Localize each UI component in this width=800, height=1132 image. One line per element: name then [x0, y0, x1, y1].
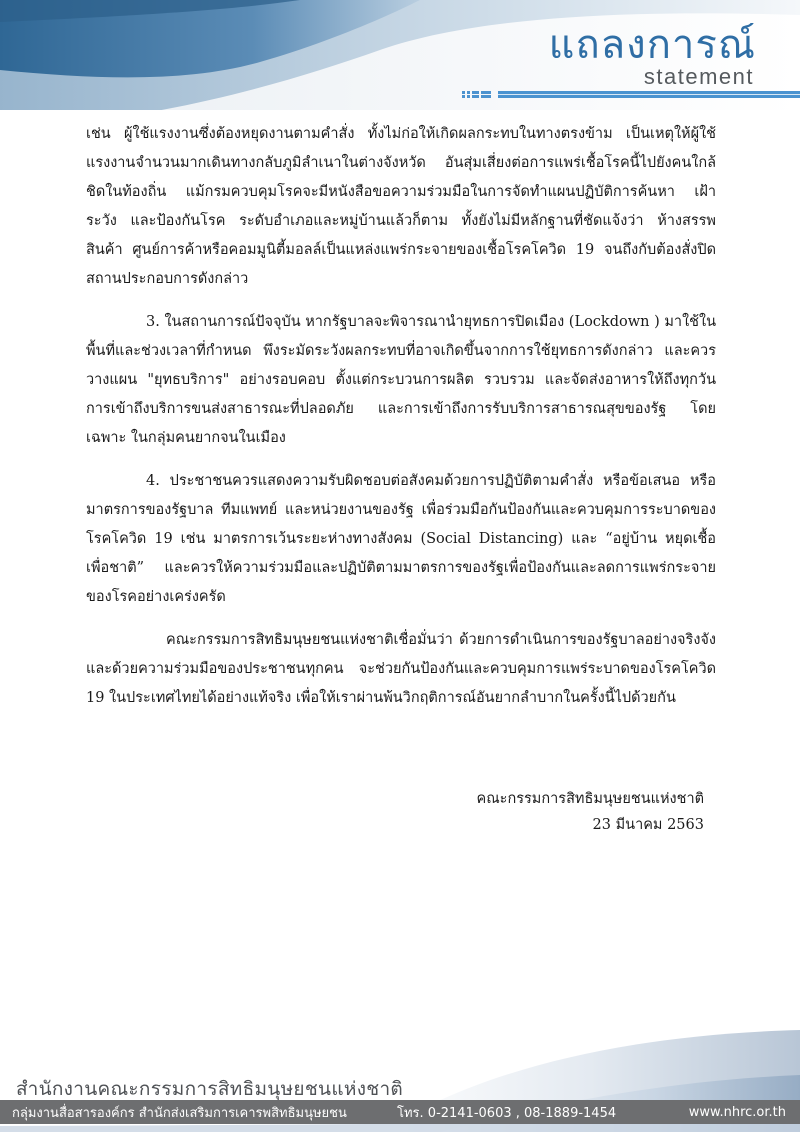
rule-dots-icon	[462, 91, 491, 98]
signature-issuer: คณะกรรมการสิทธิมนุษยชนแห่งชาติ	[476, 791, 704, 807]
statement-title-english: statement	[643, 64, 754, 89]
paragraph-item-3: 3. ในสถานการณ์ปัจจุบัน หากรัฐบาลจะพิจารณานำยุทธการปิดเมือง (Lockdown ) มาใช้ในพื้นที่และช่วงเวลาที่กำหนด พึงระมัดระวังผลกระทบที่อาจเกิดขึ้นจากการใช้ยุทธการดังกล่าว และควรวางแผน "ยุทธบริการ" อย่างรอบคอบ ตั้งแต่กระบวนการผลิต รวบรวม และจัดส่งอาหารให้ถึงทุกวัน การเข้าถึงบริการขนส่งสาธารณะที่ปลอดภัย และการเข้าถึงการรับบริการสาธารณสุขของรัฐ โดยเฉพาะ ในกลุ่มคนยากจนในเมือง	[86, 314, 716, 446]
footer-department: กลุ่มงานสื่อสารองค์กร สำนักส่งเสริมการเคารพสิทธิมนุษยชน	[12, 1105, 347, 1121]
rule-line	[498, 91, 800, 98]
letterhead-header	[0, 0, 800, 110]
footer-phone: โทร. 0-2141-0603 , 08-1889-1454	[397, 1105, 617, 1121]
paragraph-closing: คณะกรรมการสิทธิมนุษยชนแห่งชาติเชื่อมั่นว่า ด้วยการดำเนินการของรัฐบาลอย่างจริงจังและด้วยความร่วมมือของประชาชนทุกคน จะช่วยกันป้องกันและควบคุมการแพร่ระบาดของโรคโควิด 19 ในประเทศไทยได้อย่างแท้จริง เพื่อให้เราผ่านพ้นวิกฤติการณ์อันยากลำบากในครั้งนี้ไปด้วยกัน	[86, 632, 716, 706]
paragraph-item-4: 4. ประชาชนควรแสดงความรับผิดชอบต่อสังคมด้วยการปฏิบัติตามคำสั่ง หรือข้อเสนอ หรือมาตรการของรัฐบาล ทีมแพทย์ และหน่วยงานของรัฐ เพื่อร่วมมือกันป้องกันและควบคุมการระบาดของโรคโควิด 19 เช่น มาตรการเว้นระยะห่างทางสังคม (Social Distancing) และ “อยู่บ้าน หยุดเชื้อ เพื่อชาติ” และควรให้ความร่วมมือและปฏิบัติตามมาตรการของรัฐเพื่อป้องกันและลดการแพร่กระจายของโรคอย่างเคร่งครัด	[86, 473, 716, 605]
footer-organization-name: สำนักงานคณะกรรมการสิทธิมนุษยชนแห่งชาติ	[16, 1078, 404, 1100]
paragraph-continuation: เช่น ผู้ใช้แรงงานซึ่งต้องหยุดงานตามคำสั่ง ทั้งไม่ก่อให้เกิดผลกระทบในทางตรงข้าม เป็นเหตุให้ผู้ใช้แรงงานจำนวนมากเดินทางกลับภูมิลำเนาในต่างจังหวัด อันสุ่มเสี่ยงต่อการแพร่เชื้อโรคนี้ไปยังคนใกล้ชิดในท้องถิ่น แม้กรมควบคุมโรคจะมีหนังสือขอความร่วมมือในการจัดทำแผนปฏิบัติการค้นหา เฝ้าระวัง และป้องกันโรค ระดับอำเภอและหมู่บ้านแล้วก็ตาม ทั้งยังไม่มีหลักฐานที่ชัดแจ้งว่า ห้างสรรพสินค้า ศูนย์การค้าหรือคอมมูนิตี้มอลล์เป็นแหล่งแพร่กระจายของเชื้อโรคโควิด 19 จนถึงกับต้องสั่งปิดสถานประกอบการดังกล่าว	[86, 126, 716, 287]
signature-block	[477, 786, 704, 838]
header-rule-divider	[462, 91, 800, 99]
signature-date: 23 มีนาคม 2563	[592, 817, 704, 833]
footer-contact-bar	[0, 1100, 800, 1124]
footer-website-link[interactable]: www.nhrc.or.th	[688, 1104, 786, 1120]
statement-brand	[549, 24, 756, 88]
letterhead-footer	[0, 1030, 800, 1132]
document-body	[86, 120, 716, 727]
statement-title-thai: แถลงการณ์	[548, 22, 756, 68]
